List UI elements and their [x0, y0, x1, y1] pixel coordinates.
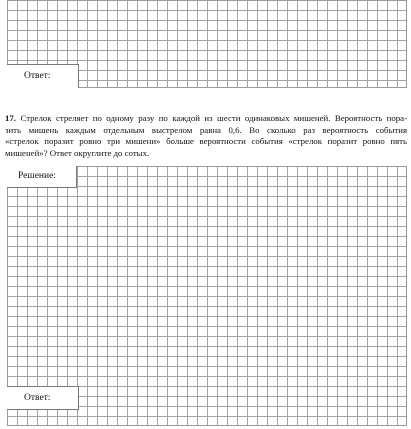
task-line-3: «стрелок поразит ровно три мишени» больше вероятности события «стрелок поразит ровно пять — [5, 136, 407, 147]
task-line-1-text: Стрелок стреляет по одному разу по каждой из шести одинаковых мишеней. Вероятность пора- — [20, 113, 407, 123]
solution-label: Решение: — [18, 171, 56, 181]
task-line-4: мишеней»? Ответ округлите до сотых. — [5, 147, 150, 158]
solution-box — [7, 166, 77, 188]
task-number: 17. — [5, 113, 16, 123]
answer-label-top: Ответ: — [24, 71, 51, 81]
answer-box-bottom — [7, 386, 79, 410]
task-line-1 — [5, 113, 407, 125]
task-line-2: зить мишень каждым отдельным выстрелом равна 0,6. Во сколько раз вероятность события — [5, 124, 407, 135]
answer-label-bottom: Ответ: — [24, 393, 51, 403]
task-17-text — [5, 113, 407, 159]
answer-box-top — [7, 64, 79, 88]
